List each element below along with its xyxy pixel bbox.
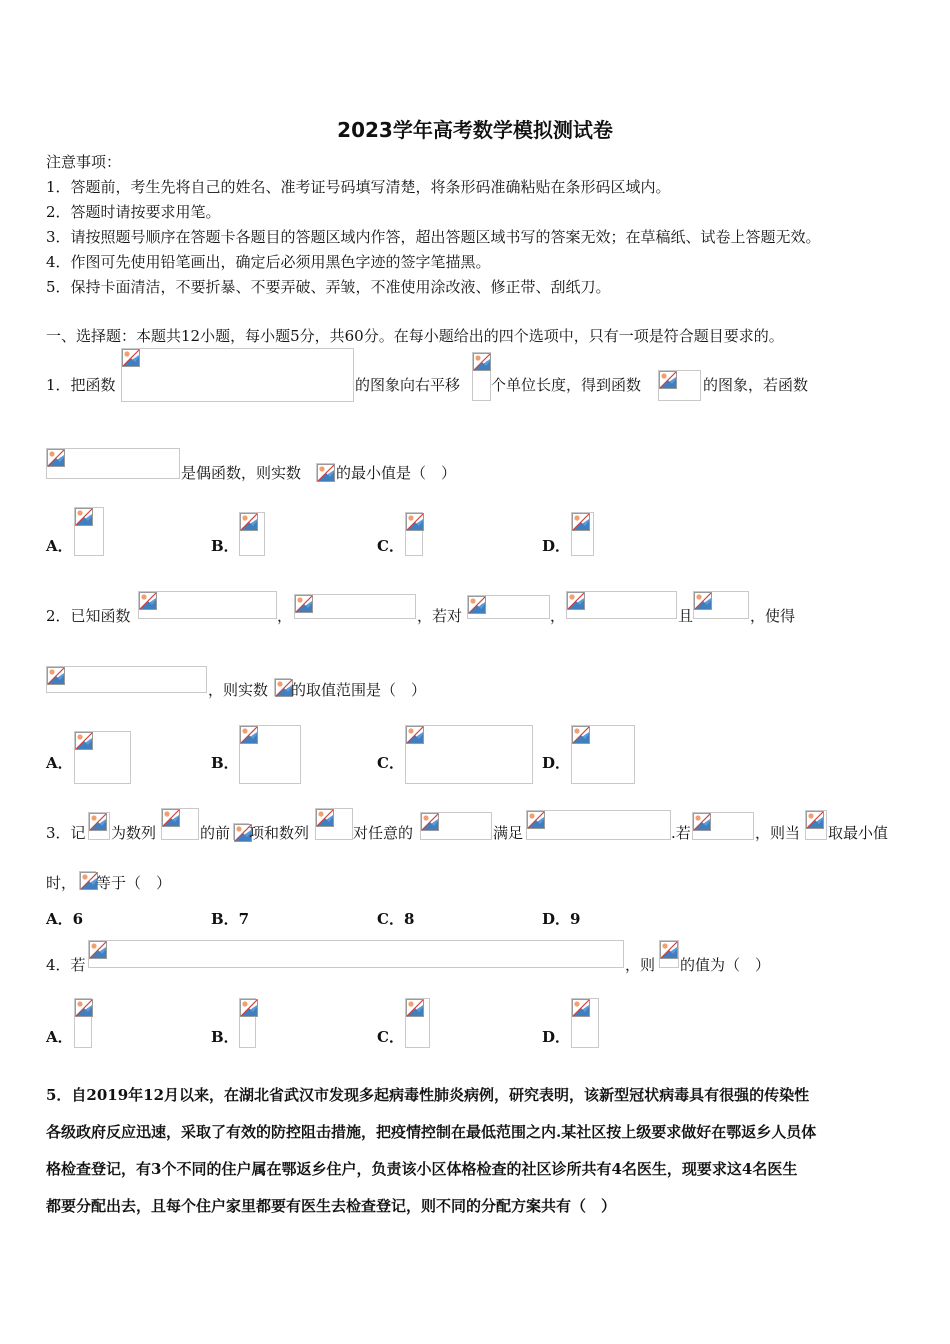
broken-image-icon [571, 512, 594, 556]
q4-text: ，则 [625, 956, 656, 974]
q1-text: 1．把函数 [46, 376, 116, 394]
notice-item: 3．请按照题号顺序在答题卡各题目的答题区域内作答，超出答题区域书写的答案无效；在草稿纸、试卷上答题无效。 [46, 228, 821, 246]
broken-image-icon [571, 725, 635, 784]
broken-image-icon [405, 998, 430, 1048]
notice-item: 5．保持卡面清洁，不要折暴、不要弄破、弄皱，不准使用涂改液、修正带、刮纸刀。 [46, 278, 611, 296]
q3-option: A．6 [46, 910, 84, 928]
q2-text: ，则实数 [208, 681, 269, 699]
q2-text: 2．已知函数 [46, 607, 131, 625]
broken-image-icon [88, 940, 624, 968]
q1-option-label: B． [211, 537, 239, 555]
q3-text: 为数列 [111, 824, 157, 842]
q3-text: 3．记 [46, 824, 86, 842]
q4-option-label: D． [542, 1028, 571, 1046]
q3-text: .若 [671, 824, 691, 842]
broken-image-icon [161, 808, 199, 840]
q2-option-label: C． [377, 754, 404, 772]
broken-image-icon [74, 998, 92, 1048]
q3-text: ，则当 [755, 824, 801, 842]
q2-text: ， [550, 607, 566, 625]
q1-text: 是偶函数，则实数 [181, 464, 302, 482]
broken-image-icon [693, 591, 749, 619]
broken-image-icon [294, 594, 416, 619]
broken-image-icon [138, 591, 277, 619]
q3-text: 项和数列 [249, 824, 310, 842]
broken-image-icon [46, 666, 207, 693]
page-title: 2023学年高考数学模拟测试卷 [337, 118, 613, 142]
q1-text: 的图象向右平移 [355, 376, 461, 394]
q2-option-label: A． [46, 754, 73, 772]
q5-line: 都要分配出去，且每个住户家里都要有医生去检查登记，则不同的分配方案共有（ ） [46, 1197, 617, 1215]
broken-image-icon [405, 512, 423, 556]
broken-image-icon [571, 998, 599, 1048]
broken-image-icon [692, 812, 754, 840]
broken-image-icon [121, 348, 354, 402]
notice-item: 2．答题时请按要求用笔。 [46, 203, 221, 221]
q1-text: 的最小值是（ ） [336, 464, 457, 482]
q4-text: 4．若 [46, 956, 86, 974]
broken-image-icon [239, 725, 301, 784]
broken-image-icon [566, 591, 677, 619]
broken-image-icon [315, 808, 353, 840]
q3-option: C．8 [377, 910, 415, 928]
broken-image-icon [805, 810, 827, 840]
q4-text: 的值为（ ） [680, 956, 771, 974]
q3-text: 的前 [200, 824, 231, 842]
notice-item: 1．答题前，考生先将自己的姓名、准考证号码填写清楚，将条形码准确粘贴在条形码区域内。 [46, 178, 671, 196]
q3-option: B．7 [211, 910, 250, 928]
q3-option: D．9 [542, 910, 581, 928]
broken-image-icon [405, 725, 533, 784]
q2-text: ， [277, 607, 293, 625]
q1-option-label: C． [377, 537, 404, 555]
q5-line: 各级政府反应迅速，采取了有效的防控阻击措施，把疫情控制在最低范围之内.某社区按上级要求做好在鄂返乡人员体 [46, 1123, 817, 1141]
notice-heading: 注意事项： [46, 153, 122, 171]
q3-text: 取最小值 [828, 824, 889, 842]
broken-image-icon [467, 595, 550, 619]
q5-line: 5．自2019年12月以来，在湖北省武汉市发现多起病毒性肺炎病例，研究表明，该新型冠状病毒具有很强的传染性 [46, 1086, 810, 1104]
section-heading: 一、选择题：本题共12小题，每小题5分，共60分。在每小题给出的四个选项中，只有一项是符合题目要求的。 [46, 327, 784, 345]
broken-image-icon [526, 810, 671, 840]
q3-text: 对任意的 [353, 824, 414, 842]
q2-text: ，若对 [417, 607, 463, 625]
broken-image-icon [239, 512, 265, 556]
q2-option-label: D． [542, 754, 571, 772]
q2-text: 的取值范围是（ ） [291, 681, 427, 699]
broken-image-icon [659, 940, 679, 968]
q4-option-label: C． [377, 1028, 404, 1046]
q1-option-label: D． [542, 537, 571, 555]
q3-text: 满足 [493, 824, 524, 842]
notice-item: 4．作图可先使用铅笔画出，确定后必须用黑色字迹的签字笔描黑。 [46, 253, 491, 271]
q1-text: 的图象，若函数 [703, 376, 809, 394]
broken-image-icon [79, 871, 96, 890]
q3-text: 等于（ ） [96, 874, 172, 892]
broken-image-icon [46, 448, 180, 479]
broken-image-icon [316, 463, 335, 482]
q2-text: 且 [678, 607, 694, 625]
broken-image-icon [88, 812, 110, 840]
broken-image-icon [472, 352, 491, 401]
broken-image-icon [233, 823, 249, 840]
broken-image-icon [274, 678, 291, 696]
q2-text: ，使得 [750, 607, 796, 625]
q5-line: 格检查登记，有3个不同的住户属在鄂返乡住户，负责该小区体格检查的社区诊所共有4名医生，现要求这4名医生 [46, 1160, 798, 1178]
broken-image-icon [74, 731, 131, 784]
broken-image-icon [239, 998, 256, 1048]
q1-option-label: A． [46, 537, 73, 555]
q4-option-label: B． [211, 1028, 239, 1046]
q1-text: 个单位长度，得到函数 [491, 376, 642, 394]
q4-option-label: A． [46, 1028, 73, 1046]
q2-option-label: B． [211, 754, 239, 772]
broken-image-icon [74, 507, 104, 556]
broken-image-icon [420, 812, 492, 840]
q3-text: 时， [46, 874, 77, 892]
broken-image-icon [658, 370, 701, 401]
